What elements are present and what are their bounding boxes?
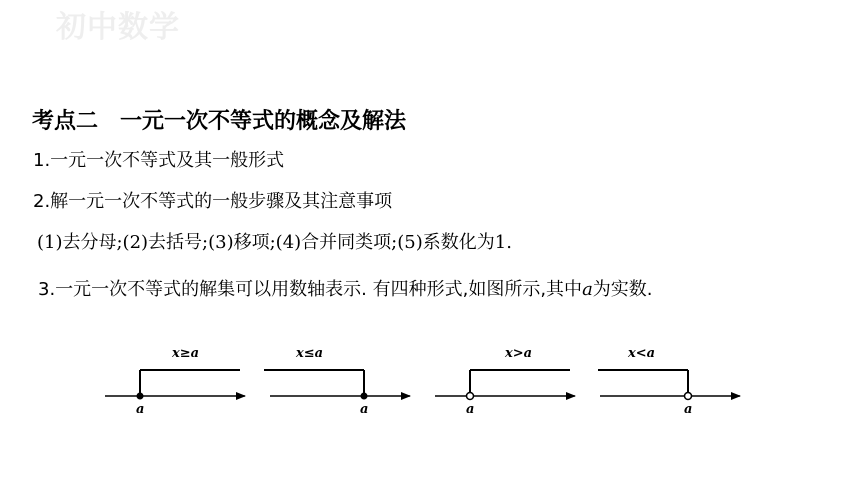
closed-point bbox=[137, 393, 144, 400]
diagram-1-label: x≥a bbox=[172, 346, 200, 361]
diagram-3-point-label: a bbox=[466, 402, 475, 417]
item-1-text: 1.一元一次不等式及其一般形式 bbox=[33, 150, 285, 171]
number-line-x-lt-a bbox=[598, 346, 740, 417]
section-heading: 考点二 一元一次不等式的概念及解法 bbox=[32, 109, 407, 134]
diagram-3-label: x>a bbox=[505, 346, 533, 361]
item-3-before: 3.一元一次不等式的解集可以用数轴表示. 有四种形式,如图所示,其中 bbox=[38, 279, 583, 300]
closed-point bbox=[361, 393, 368, 400]
open-point bbox=[467, 393, 474, 400]
item-3-variable: a bbox=[582, 279, 593, 300]
item-3-text bbox=[38, 275, 653, 301]
number-line-x-leq-a bbox=[264, 346, 410, 417]
diagram-1-point-label: a bbox=[136, 402, 145, 417]
diagram-4-point-label: a bbox=[684, 402, 693, 417]
item-2-text: 2.解一元一次不等式的一般步骤及其注意事项 bbox=[33, 191, 393, 212]
diagram-4-label: x<a bbox=[628, 346, 656, 361]
solving-steps-text: (1)去分母;(2)去括号;(3)移项;(4)合并同类项;(5)系数化为1. bbox=[37, 232, 512, 253]
number-line-x-gt-a bbox=[435, 346, 575, 417]
diagram-2-point-label: a bbox=[360, 402, 369, 417]
watermark-text: 初中数学 bbox=[56, 10, 180, 45]
number-line-diagrams bbox=[0, 330, 860, 430]
open-point bbox=[685, 393, 692, 400]
item-3-after: 为实数. bbox=[592, 279, 653, 300]
diagram-2-label: x≤a bbox=[296, 346, 324, 361]
number-line-x-geq-a bbox=[105, 346, 245, 417]
